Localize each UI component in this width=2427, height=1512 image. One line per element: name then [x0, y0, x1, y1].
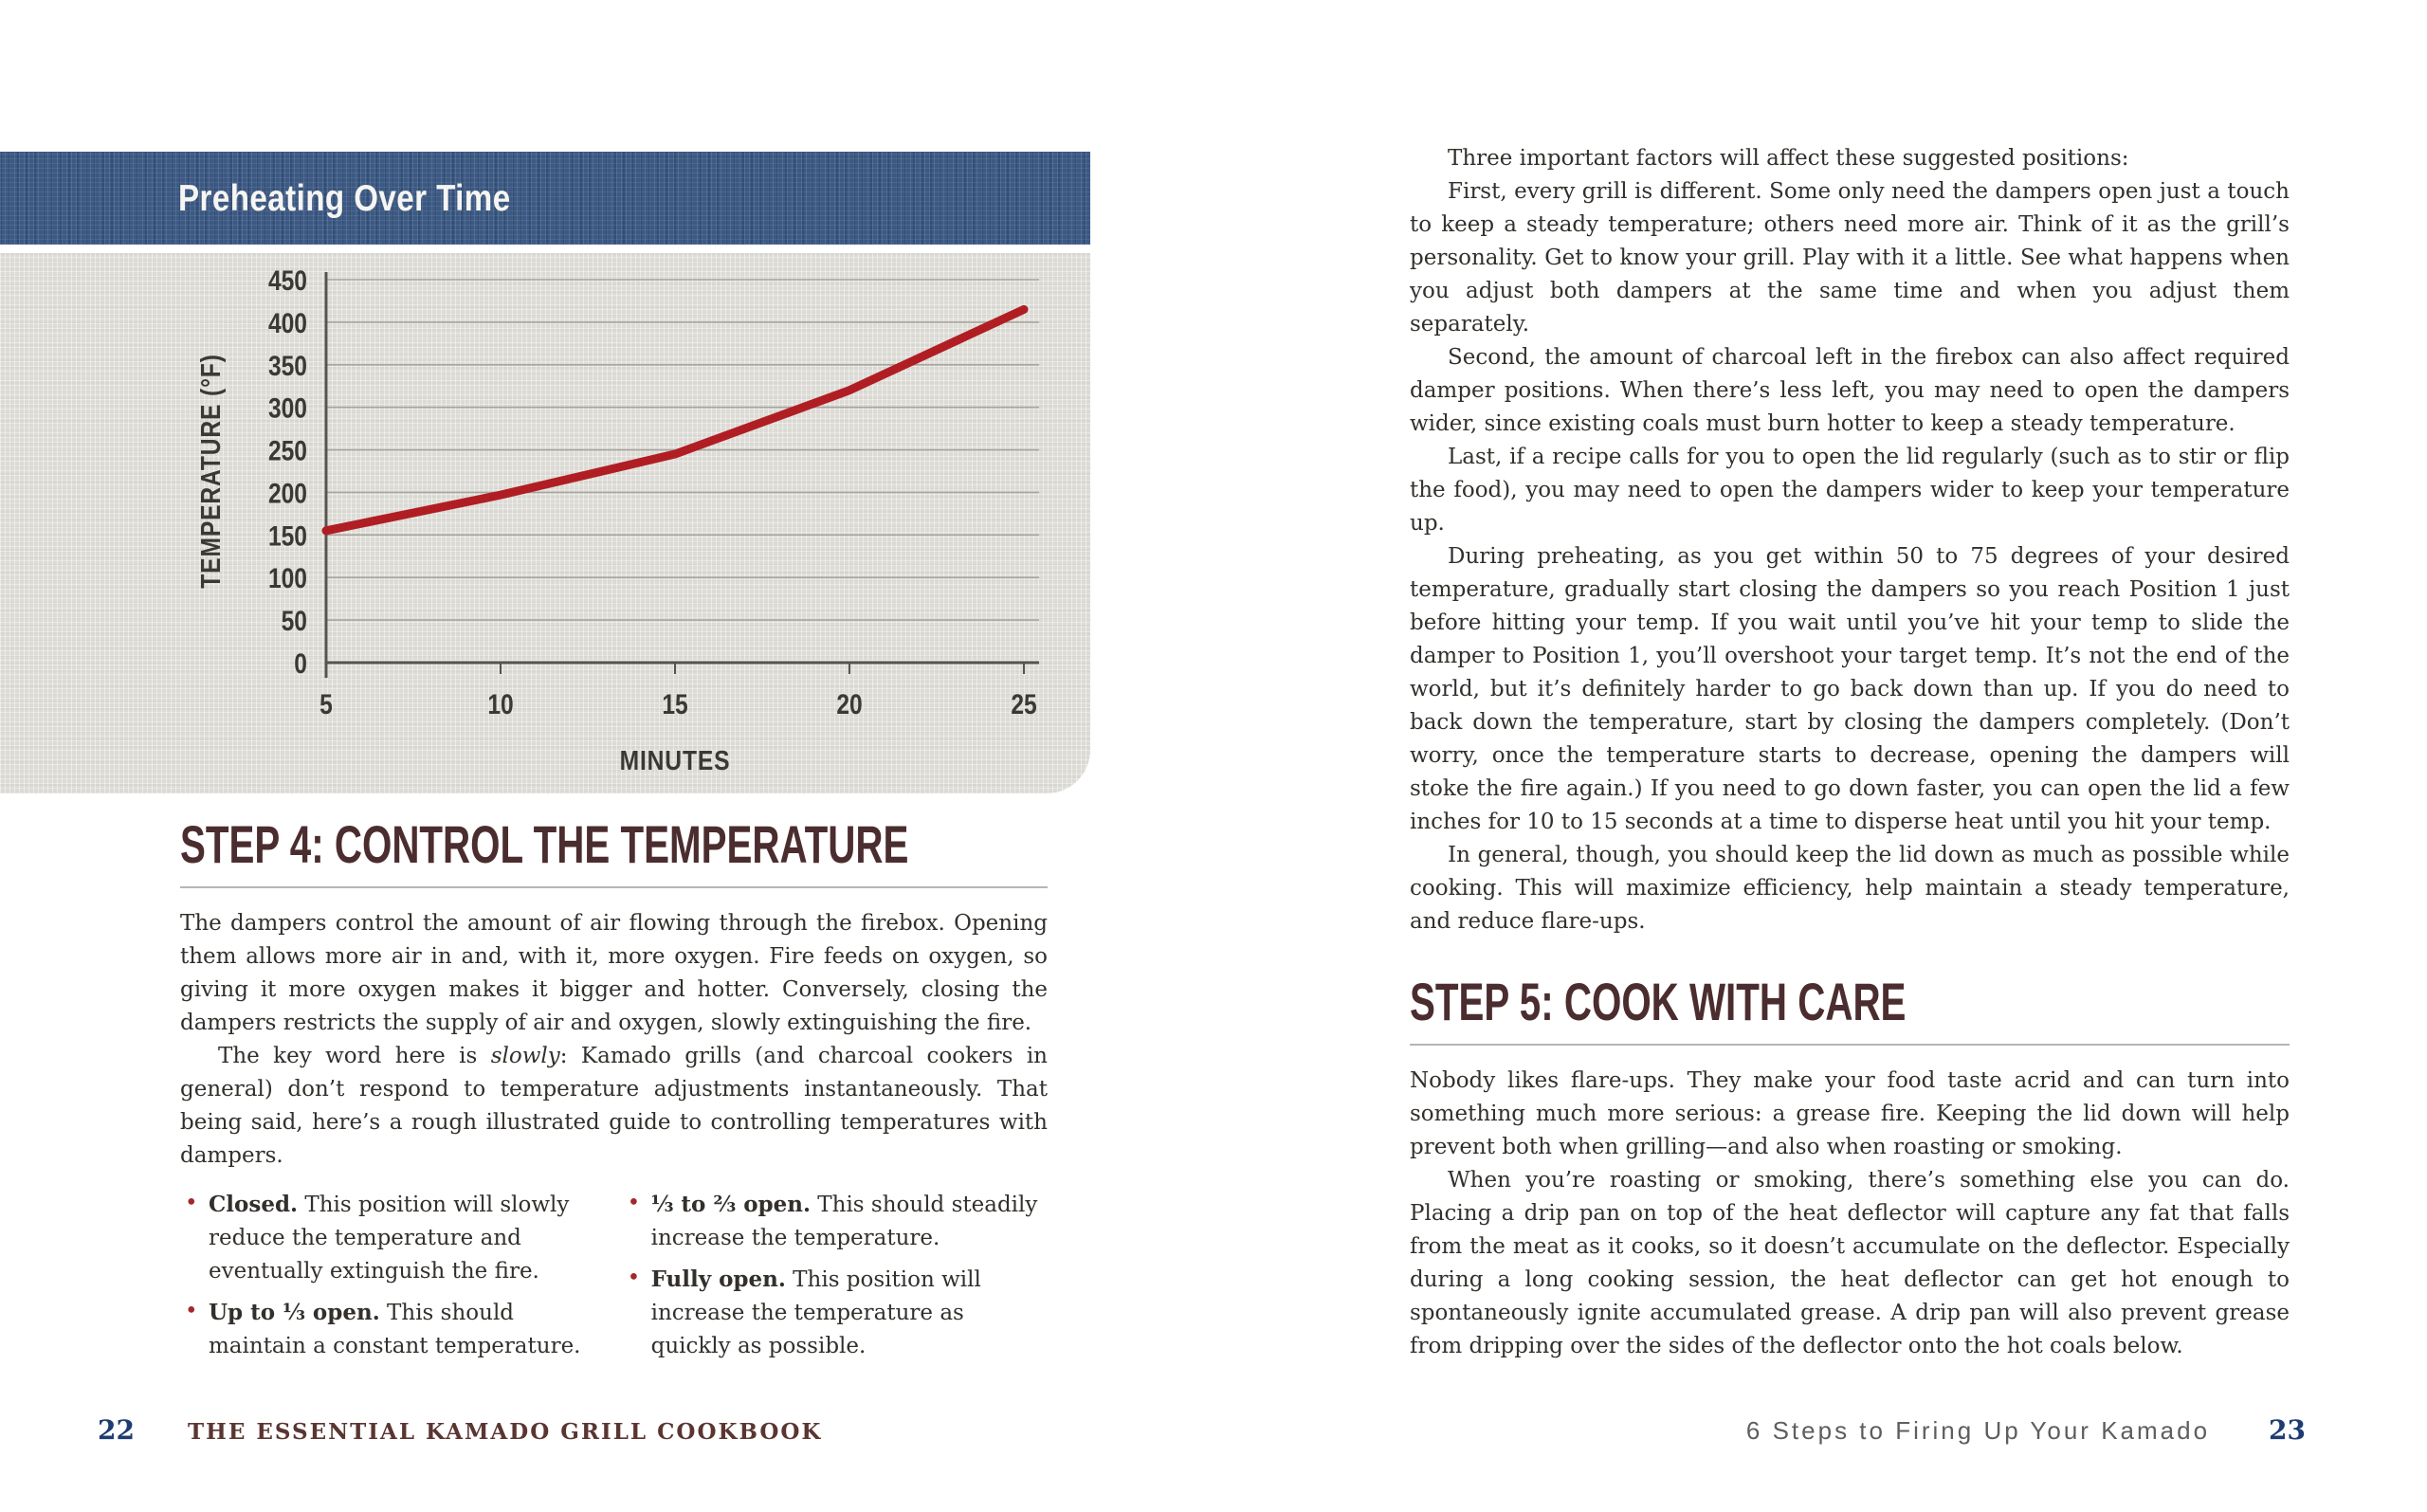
step4-paragraph-2-italic: slowly: [490, 1044, 560, 1069]
bullet-lead: Up to ⅓ open.: [209, 1300, 380, 1326]
step5-heading: [1410, 972, 2290, 1031]
chart-title: Preheating Over Time: [178, 177, 511, 219]
step4-paragraph-1: The dampers control the amount of air flowing through the firebox. Opening them allows more air in and, with it, more oxygen. Fire feeds on oxygen, so giving it more oxygen makes it bigger and hotter. Conversely, closing the dampers restricts the supply of air and oxygen, slowly extinguishing the fire.: [180, 911, 1048, 1036]
bullet-lead: ⅓ to ⅔ open.: [650, 1192, 811, 1218]
list-item: [180, 1188, 594, 1288]
right-text-column: [1410, 142, 2290, 1363]
y-tick-label: 350: [267, 349, 307, 382]
x-axis-label: MINUTES: [619, 745, 731, 776]
y-axis-label: TEMPERATURE (°F): [195, 354, 227, 589]
y-tick-label: 450: [267, 264, 307, 297]
body-paragraph: First, every grill is different. Some only need the dampers open just a touch to keep a steady temperature; others need more air. Think of it as the grill’s personality. Get to know your grill. Play with it a little. See what happens when you adjust both dampers at the same time and when you adjust them separately.: [1410, 179, 2290, 337]
y-tick-label: 300: [267, 392, 307, 425]
right-footer: [1746, 1414, 2306, 1446]
x-tick-label: 5: [319, 687, 333, 720]
list-item: [623, 1188, 1048, 1255]
preheating-chart: [0, 152, 1090, 793]
x-tick-label: 10: [487, 687, 514, 720]
temperature-line-chart: [0, 253, 1090, 793]
temperature-series-line: [326, 309, 1024, 530]
step4-heading-text: STEP 4: CONTROL THE TEMPERATURE: [180, 814, 909, 874]
page-number-right: 23: [2269, 1414, 2306, 1446]
book-title: THE ESSENTIAL KAMADO GRILL COOKBOOK: [187, 1419, 823, 1445]
damper-bullet-list: [180, 1180, 1048, 1363]
chart-title-band: [0, 152, 1090, 245]
step4-paragraph-2-rest: : Kamado grills (and charcoal cookers in general) don’t respond to temperature adjustments instantaneously. That being said, here’s a rough illustrated guide to controlling temperatures with dampers.: [180, 1044, 1048, 1169]
bullet-lead: Fully open.: [650, 1266, 786, 1293]
y-tick-label: 400: [267, 306, 307, 339]
left-text-column: [180, 814, 1048, 1363]
bullet-column-2: [623, 1180, 1048, 1363]
y-tick-label: 50: [281, 604, 307, 637]
section-rule: [180, 886, 1048, 888]
bullet-icon: •: [627, 1266, 641, 1291]
bullet-icon: •: [185, 1191, 198, 1216]
bullet-text: This should maintain a constant temperature.: [209, 1301, 581, 1359]
body-paragraph: Second, the amount of charcoal left in the firebox can also affect required damper positions. When there’s less left, you may need to open the dampers wider, since existing coals must burn hotter to keep a steady temperature.: [1410, 345, 2290, 436]
bullet-column-1: [180, 1180, 594, 1363]
y-tick-label: 150: [267, 519, 307, 552]
step5-paragraph-1: Nobody likes flare-ups. They make your food taste acrid and can turn into something much more serious: a grease fire. Keeping the lid down will help prevent both when grilling—and also when roasting or smoking.: [1410, 1068, 2290, 1160]
chart-panel: [0, 253, 1090, 793]
body-paragraph: In general, though, you should keep the lid down as much as possible while cooking. This will maximize efficiency, help maintain a steady temperature, and reduce flare-ups.: [1410, 843, 2290, 934]
y-tick-label: 100: [267, 561, 307, 594]
y-tick-label: 0: [294, 647, 307, 680]
bullet-text: This position will slowly reduce the temperature and eventually extinguish the fire.: [209, 1193, 570, 1284]
body-paragraph: Three important factors will affect these suggested positions:: [1448, 146, 2129, 171]
y-tick-label: 200: [267, 477, 307, 510]
list-item: [180, 1296, 594, 1363]
body-paragraph: During preheating, as you get within 50 to 75 degrees of your desired temperature, gradually start closing the dampers so you reach Position 1 just before hitting your temp. If you wait until you’ve hit your temp to slide the damper to Position 1, you’ll overshoot your target temp. It’s not the end of the world, but it’s definitely harder to go back down than up. If you do need to back down the temperature, start by closing the dampers completely. (Don’t worry, once the temperature starts to decrease, opening the dampers will stoke the fire again.) If you need to go down faster, you can open the lid a few inches for 10 to 15 seconds at a time to disperse heat until you hit your temp.: [1410, 544, 2290, 834]
bullet-icon: •: [627, 1191, 641, 1216]
page-number-left: 22: [98, 1414, 135, 1446]
bullet-text: This should steadily increase the temperature.: [650, 1193, 1038, 1251]
body-paragraph: Last, if a recipe calls for you to open the lid regularly (such as to stir or flip the food), you may need to open the dampers wider to keep your temperature up.: [1410, 445, 2290, 536]
step5-heading-text: STEP 5: COOK WITH CARE: [1410, 972, 1907, 1031]
list-item: [623, 1263, 1048, 1363]
step4-paragraph-2-lead: The key word here is: [218, 1044, 491, 1069]
x-tick-label: 20: [836, 687, 863, 720]
section-rule: [1410, 1044, 2290, 1046]
left-footer: [98, 1414, 822, 1446]
step5-paragraph-2: When you’re roasting or smoking, there’s something else you can do. Placing a drip pan on top of the heat deflector will capture any fat that falls from the meat as it cooks, so it doesn’t accumulate on the deflector. Especially during a long cooking session, the heat deflector can get hot enough to spontaneously ignite accumulated grease. A drip pan will also prevent grease from dripping over the sides of the deflector onto the hot coals below.: [1410, 1168, 2290, 1359]
y-tick-label: 250: [267, 434, 307, 467]
bullet-lead: Closed.: [209, 1192, 299, 1218]
x-tick-label: 15: [662, 687, 688, 720]
chapter-title: 6 Steps to Firing Up Your Kamado: [1745, 1416, 2211, 1445]
step4-paragraph-2: [180, 1040, 1048, 1173]
bullet-text: This position will increase the temperature as quickly as possible.: [650, 1267, 981, 1359]
x-tick-label: 25: [1011, 687, 1037, 720]
step4-heading: [180, 814, 1048, 874]
bullet-icon: •: [185, 1299, 198, 1324]
